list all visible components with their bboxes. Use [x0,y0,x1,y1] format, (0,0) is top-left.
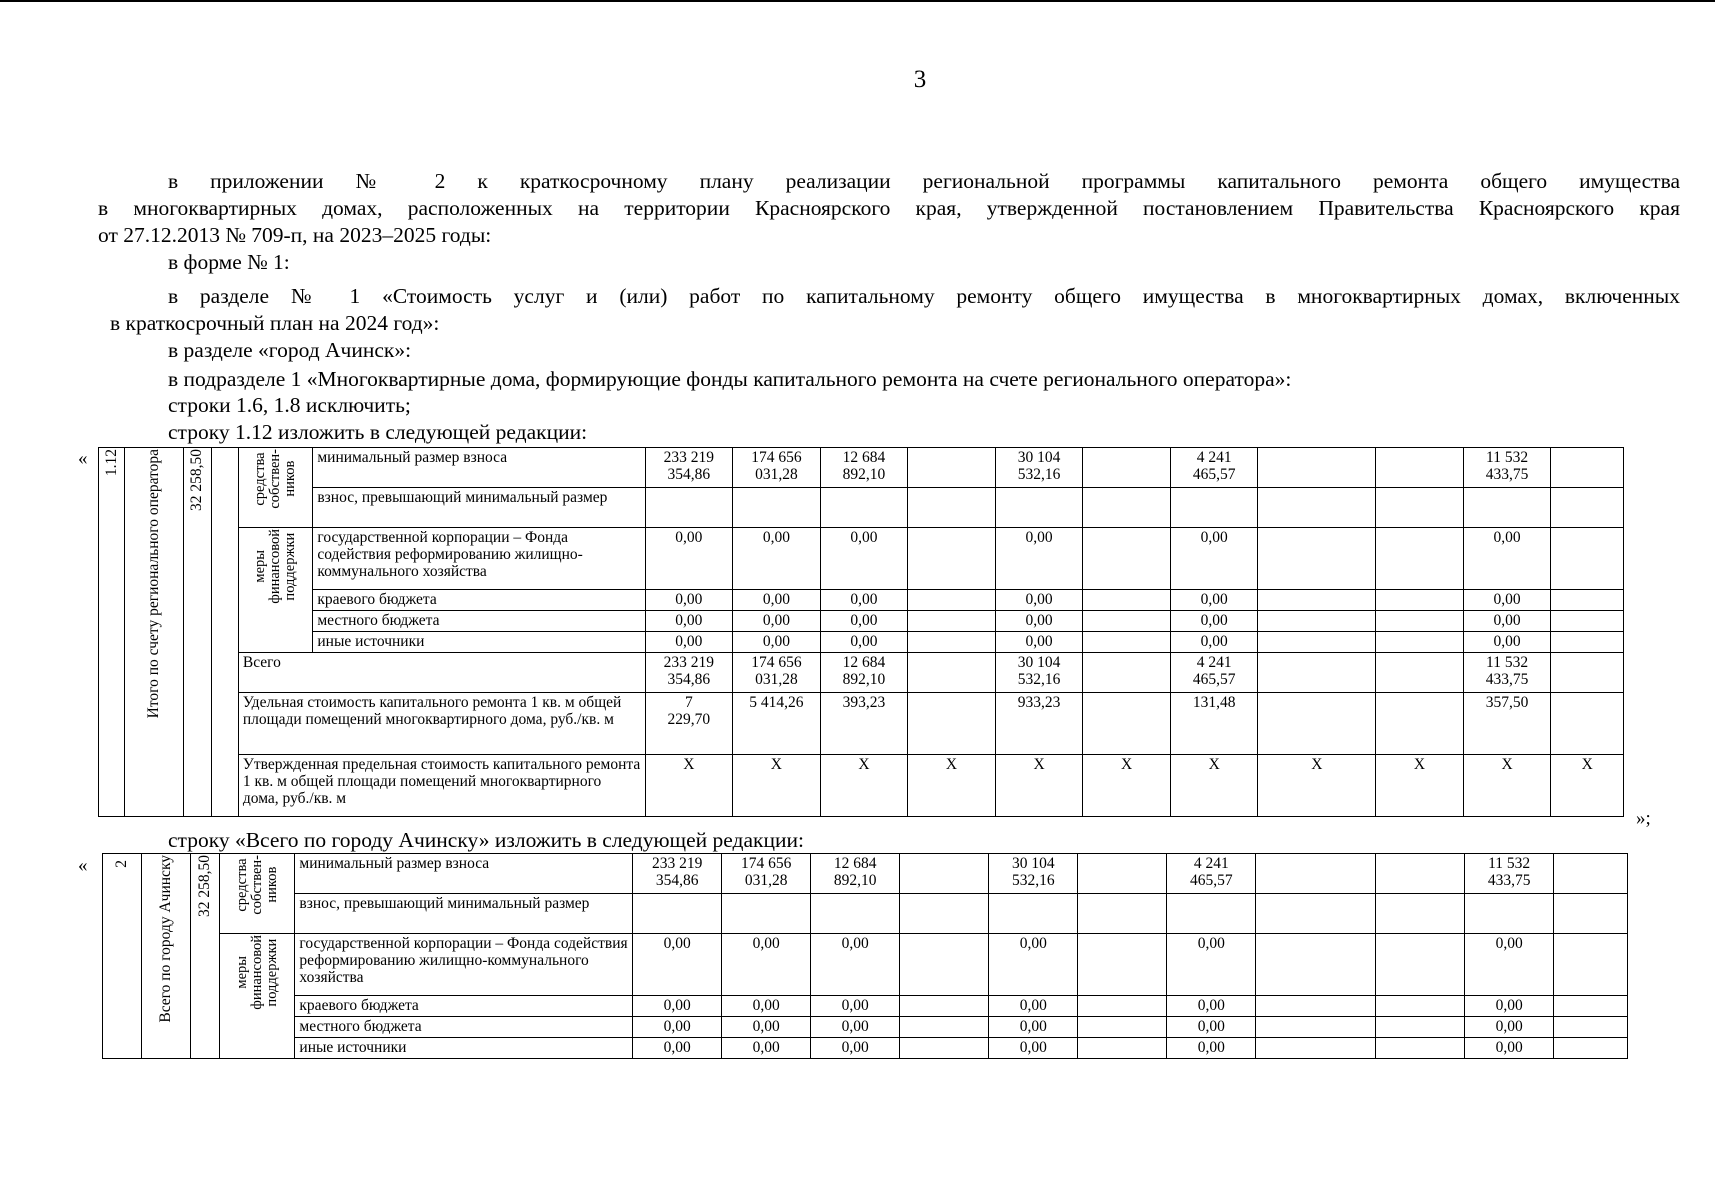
table-row [103,894,1628,934]
t1-loc-5 [1083,611,1171,632]
t2-loc-8 [1376,1017,1465,1038]
t1-tot-3 [908,653,996,693]
t1-oth-5 [1083,632,1171,653]
t1-tot-2: 12 684 892,10 [820,653,908,693]
approved-max-label: Утвержденная предельная стоимость капитального ремонта 1 кв. м общей площади помещений многоквартирного дома, руб./кв. м [238,755,645,817]
t2-oth-10 [1554,1038,1628,1059]
t1-reg-3 [908,590,996,611]
t1-tot-9: 11 532 433,75 [1463,653,1551,693]
t1-min-9: 11 532 433,75 [1463,448,1551,488]
t2-corp-7 [1256,934,1376,996]
t2-loc-9: 0,00 [1465,1017,1554,1038]
table-row [103,854,1628,894]
t2-min-5 [1078,854,1167,894]
min-contribution-label: минимальный размер взноса [313,448,645,488]
t2-corp-5 [1078,934,1167,996]
t1-loc-4: 0,00 [995,611,1083,632]
intro-line-7: в разделе «город Ачинск»: [168,338,412,362]
t2-min-7 [1256,854,1376,894]
t1-tot-5 [1083,653,1171,693]
total-label: Всего [238,653,645,693]
t2-corp-1: 0,00 [722,934,811,996]
t1-appr-6: Х [1170,755,1258,817]
above-min-label: взнос, превышающий минимальный размер [313,488,645,528]
t1-corp-3 [908,528,996,590]
t2-oth-7 [1256,1038,1376,1059]
t1-reg-9: 0,00 [1463,590,1551,611]
state-corp-label: государственной корпорации – Фонда содействия реформированию жилищно-коммунального хозяйства [313,528,645,590]
t1-oth-10 [1551,632,1624,653]
t2-corp-10 [1554,934,1628,996]
table-row-1-12 [98,447,1624,817]
t1-tot-1: 174 656 031,28 [733,653,821,693]
t1-min-6: 4 241 465,57 [1170,448,1258,488]
t1-oth-0: 0,00 [645,632,733,653]
t1-corp-6: 0,00 [1170,528,1258,590]
owners-funds-label: средства собствен- ников [238,448,312,528]
t2-min-6: 4 241 465,57 [1167,854,1256,894]
t2-reg-9: 0,00 [1465,996,1554,1017]
t1-loc-6: 0,00 [1170,611,1258,632]
t2-oth-6: 0,00 [1167,1038,1256,1059]
t1-appr-3: Х [908,755,996,817]
open-quote-2: « [78,855,88,876]
table-row [99,611,1624,632]
t1-min-5 [1083,448,1171,488]
t1-oth-1: 0,00 [733,632,821,653]
t1-reg-6: 0,00 [1170,590,1258,611]
t1-tot-0: 233 219 354,86 [645,653,733,693]
t2-loc-6: 0,00 [1167,1017,1256,1038]
t1-appr-10: Х [1551,755,1624,817]
t2-corp-6: 0,00 [1167,934,1256,996]
close-quote-1: »; [1636,808,1651,829]
unit-cost-label: Удельная стоимость капитального ремонта 1 кв. м общей площади помещений многоквартирного дома, руб./кв. м [238,693,645,755]
intro-line-9: строки 1.6, 1.8 исключить; [168,393,411,417]
intro-line-8: в подразделе 1 «Многоквартирные дома, формирующие фонды капитального ремонта на счете регионального оператора»: [168,367,1292,391]
t1-loc-2: 0,00 [820,611,908,632]
t1-oth-4: 0,00 [995,632,1083,653]
t1-reg-1: 0,00 [733,590,821,611]
t2-loc-4: 0,00 [989,1017,1078,1038]
t1-reg-10 [1551,590,1624,611]
intro-line-6: в краткосрочный план на 2024 год»: [110,311,440,335]
row-number-cell: 2 [103,854,142,1059]
t1-unit-9: 357,50 [1463,693,1551,755]
regional-budget-label: краевого бюджета [295,996,633,1017]
intro-line-2: в многоквартирных домах, расположенных на территории Красноярского края, утвержденной постановлением Правительства Красноярского края [98,196,1680,220]
page-number: 3 [913,66,927,93]
t2-corp-2: 0,00 [811,934,900,996]
intro-line-4: в форме № 1: [168,250,290,274]
t1-loc-10 [1551,611,1624,632]
row-name-cell: Итого по счету регионального оператора [125,448,183,817]
min-contribution-label: минимальный размер взноса [295,854,633,894]
t1-appr-2: Х [820,755,908,817]
t2-reg-1: 0,00 [722,996,811,1017]
t2-oth-4: 0,00 [989,1038,1078,1059]
t1-oth-2: 0,00 [820,632,908,653]
t1-corp-4: 0,00 [995,528,1083,590]
t1-tot-6: 4 241 465,57 [1170,653,1258,693]
t2-oth-9: 0,00 [1465,1038,1554,1059]
table-row [99,653,1624,693]
t1-appr-5: Х [1083,755,1171,817]
t1-unit-2: 393,23 [820,693,908,755]
above-min-label: взнос, превышающий минимальный размер [295,894,633,934]
t1-reg-2: 0,00 [820,590,908,611]
intro-line-1: в приложении № 2 к краткосрочному плану реализации региональной программы капитального ремонта общего имущества [168,169,1680,193]
t1-tot-4: 30 104 532,16 [995,653,1083,693]
t1-loc-8 [1376,611,1464,632]
t2-min-2: 12 684 892,10 [811,854,900,894]
t2-oth-0: 0,00 [633,1038,722,1059]
t2-reg-6: 0,00 [1167,996,1256,1017]
t2-reg-5 [1078,996,1167,1017]
t1-unit-3 [908,693,996,755]
t1-min-4: 30 104 532,16 [995,448,1083,488]
t1-loc-9: 0,00 [1463,611,1551,632]
t1-corp-10 [1551,528,1624,590]
t1-loc-3 [908,611,996,632]
local-budget-label: местного бюджета [295,1017,633,1038]
t1-oth-6: 0,00 [1170,632,1258,653]
t2-loc-0: 0,00 [633,1017,722,1038]
t2-min-8 [1376,854,1465,894]
table-row [103,996,1628,1017]
support-measures-label: меры финансовой поддержки [238,528,312,653]
table-row [99,448,1624,488]
t1-appr-1: Х [733,755,821,817]
table-row [99,528,1624,590]
t2-min-9: 11 532 433,75 [1465,854,1554,894]
t1-corp-5 [1083,528,1171,590]
t1-corp-7 [1258,528,1376,590]
t1-unit-10 [1551,693,1624,755]
intro-line-11: строку «Всего по городу Ачинску» изложить в следующей редакции: [168,828,804,852]
t1-min-8 [1376,448,1464,488]
t1-oth-9: 0,00 [1463,632,1551,653]
t1-corp-1: 0,00 [733,528,821,590]
t2-min-3 [900,854,989,894]
row-name-cell: Всего по городу Ачинску [141,854,190,1059]
local-budget-label: местного бюджета [313,611,645,632]
t1-corp-8 [1376,528,1464,590]
t2-min-4: 30 104 532,16 [989,854,1078,894]
t1-min-1: 174 656 031,28 [733,448,821,488]
table-row [103,934,1628,996]
table-row [103,1017,1628,1038]
open-quote-1: « [78,448,88,469]
row-number-cell: 1.12 [99,448,125,817]
t2-loc-1: 0,00 [722,1017,811,1038]
t2-min-10 [1554,854,1628,894]
t1-loc-7 [1258,611,1376,632]
t2-oth-3 [900,1038,989,1059]
t2-reg-0: 0,00 [633,996,722,1017]
t1-loc-0: 0,00 [645,611,733,632]
t1-unit-0: 7 229,70 [645,693,733,755]
t2-reg-8 [1376,996,1465,1017]
support-measures-label: меры финансовой поддержки [219,934,295,1059]
t2-reg-3 [900,996,989,1017]
t2-loc-3 [900,1017,989,1038]
t1-reg-4: 0,00 [995,590,1083,611]
t1-min-2: 12 684 892,10 [820,448,908,488]
t2-min-0: 233 219 354,86 [633,854,722,894]
t1-unit-1: 5 414,26 [733,693,821,755]
t2-corp-0: 0,00 [633,934,722,996]
table-row [99,693,1624,755]
t2-corp-3 [900,934,989,996]
t2-loc-2: 0,00 [811,1017,900,1038]
top-border [0,0,1715,2]
t1-unit-8 [1376,693,1464,755]
t1-min-7 [1258,448,1376,488]
t2-corp-4: 0,00 [989,934,1078,996]
t1-corp-9: 0,00 [1463,528,1551,590]
t1-appr-9: Х [1463,755,1551,817]
other-sources-label: иные источники [295,1038,633,1059]
t2-reg-10 [1554,996,1628,1017]
t2-reg-4: 0,00 [989,996,1078,1017]
regional-budget-label: краевого бюджета [313,590,645,611]
t1-unit-4: 933,23 [995,693,1083,755]
t1-unit-5 [1083,693,1171,755]
table-row-total-achinsk [102,853,1628,1059]
t2-corp-8 [1376,934,1465,996]
t2-oth-1: 0,00 [722,1038,811,1059]
t1-oth-3 [908,632,996,653]
table-row [99,488,1624,528]
t2-corp-9: 0,00 [1465,934,1554,996]
table-row [103,1038,1628,1059]
owners-funds-label: средства собствен- ников [219,854,295,934]
t1-tot-7 [1258,653,1376,693]
area-cell: 32 258,50 [191,854,220,1059]
intro-line-3: от 27.12.2013 № 709-п, на 2023–2025 годы: [98,223,492,247]
t1-reg-8 [1376,590,1464,611]
t1-appr-4: Х [995,755,1083,817]
t1-oth-7 [1258,632,1376,653]
state-corp-label: государственной корпорации – Фонда содействия реформированию жилищно-коммунального хозяйства [295,934,633,996]
t1-reg-7 [1258,590,1376,611]
t2-oth-2: 0,00 [811,1038,900,1059]
t1-appr-8: Х [1376,755,1464,817]
intro-line-10: строку 1.12 изложить в следующей редакции: [168,420,588,444]
t1-tot-8 [1376,653,1464,693]
t1-unit-6: 131,48 [1170,693,1258,755]
t1-appr-7: Х [1258,755,1376,817]
t2-oth-8 [1376,1038,1465,1059]
table-row [99,590,1624,611]
t1-oth-8 [1376,632,1464,653]
t1-loc-1: 0,00 [733,611,821,632]
t1-reg-0: 0,00 [645,590,733,611]
intro-line-5: в разделе № 1 «Стоимость услуг и (или) работ по капитальному ремонту общего имущества в многоквартирных домах, включенных [168,284,1680,308]
t1-tot-10 [1551,653,1624,693]
t1-reg-5 [1083,590,1171,611]
t2-loc-5 [1078,1017,1167,1038]
t2-reg-7 [1256,996,1376,1017]
t2-oth-5 [1078,1038,1167,1059]
t1-unit-7 [1258,693,1376,755]
empty-cell [211,448,238,817]
t2-loc-7 [1256,1017,1376,1038]
table-row [99,755,1624,817]
t2-loc-10 [1554,1017,1628,1038]
t1-corp-0: 0,00 [645,528,733,590]
t1-corp-2: 0,00 [820,528,908,590]
t1-min-0: 233 219 354,86 [645,448,733,488]
t1-min-10 [1551,448,1624,488]
t2-reg-2: 0,00 [811,996,900,1017]
t1-appr-0: Х [645,755,733,817]
area-cell: 32 258,50 [183,448,211,817]
table-row [99,632,1624,653]
t2-min-1: 174 656 031,28 [722,854,811,894]
other-sources-label: иные источники [313,632,645,653]
t1-min-3 [908,448,996,488]
